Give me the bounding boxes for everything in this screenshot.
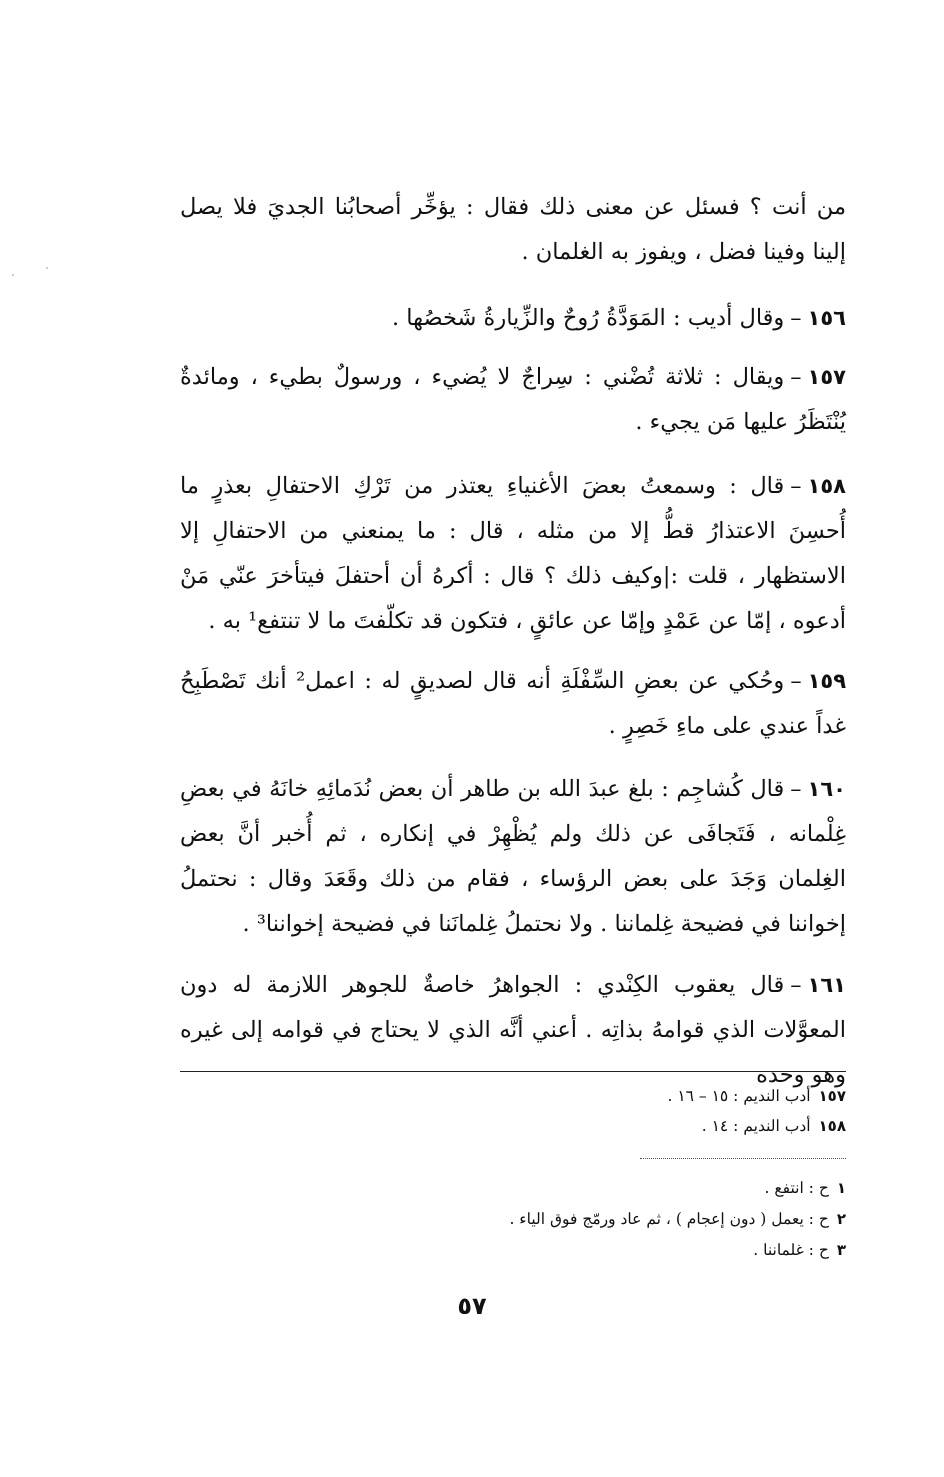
dash: – [790, 473, 802, 499]
paragraph-157 [180, 355, 846, 445]
paragraph-156 [180, 296, 846, 341]
paragraph-text: وقال أديب : المَوَدَّةُ رُوحٌ والزِّيارةُ شَخصُها . [391, 305, 785, 331]
paragraph-161 [180, 963, 846, 1098]
source-note [180, 1115, 846, 1137]
footnote [180, 1239, 846, 1261]
paragraph-number: ١٥٩ [807, 669, 847, 693]
footnote-text: ح : يعمل ( دون إعجام ) ، ثم عاد ورمّج فوق الياء . [509, 1210, 829, 1228]
footnote-text: ح : انتفع . [764, 1179, 829, 1197]
paragraph-158 [180, 464, 846, 644]
footnote [180, 1177, 846, 1199]
paragraph-text: قال كُشاجِم : بلغ عبدَ الله بن طاهر أن بعض نُدَمائِهِ خانَهُ في بعضِ غِلْمانه ، فَتَجافَى عن ذلك ولم يُظْهِرْ في إنكاره ، ثم أُخبر أنَّ بعض الغِلمان وَجَدَ على بعض الرؤساء ، فقام من ذلك وقَعَدَ وقال : نحتملُ إخواننا في فضيحة غِلماننا . ولا نحتملُ غِلمانَنا في فضيحة إخواننا³ . [180, 776, 846, 937]
footnote-separator [180, 1071, 846, 1072]
paragraph-number: ١٦١ [807, 973, 846, 997]
page-number: ٥٧ [457, 1292, 487, 1320]
footnote [180, 1208, 846, 1230]
dash: – [790, 305, 802, 331]
paragraph-159 [180, 659, 846, 749]
paragraph-text: قال يعقوب الكِنْدي : الجواهرُ خاصةٌ للجوهر اللازمة له دون المعوَّلات الذي قوامهُ بذاتِه . أعني أنَّه الذي لا يحتاج في قوامه إلى غيره وهو وحده [180, 972, 846, 1088]
scan-speck [46, 267, 48, 269]
paragraph-number: ١٥٧ [807, 365, 846, 389]
paragraph-text: ويقال : ثلاثة تُضْني : سِراجٌ لا يُضيء ، ورسولٌ بطيء ، ومائدةٌ يُنْتَظَرُ عليها مَن يجيء . [180, 364, 846, 435]
paragraph-number: ١٥٨ [807, 474, 846, 498]
footnote-number: ١ [836, 1179, 846, 1197]
paragraph-text: قال : وسمعتُ بعضَ الأغنياءِ يعتذر من تَرْكِ الاحتفالِ بعذرٍ ما أُحسِنَ الاعتذارُ قطُّ إلا من مثله ، قال : ما يمنعني من الاحتفالِ إلا الاستظهار ، قلت :|وكيف ذلك ؟ قال : أكرهُ أن أحتفلَ فيتأخرَ عنّي مَنْ أدعوه ، إمّا عن عَمْدٍ وإمّا عن عائقٍ ، فتكون قد تكلّفتَ ما لا تنتفع¹ به . [180, 473, 846, 634]
scan-speck [12, 274, 14, 276]
note-text: أدب النديم : ١٤ . [701, 1117, 811, 1135]
paragraph-160 [180, 767, 846, 947]
paragraph-number: ١٦٠ [807, 777, 846, 801]
dash: – [790, 668, 802, 694]
note-number: ١٥٨ [818, 1117, 846, 1135]
paragraph-continuation [180, 185, 846, 275]
footnote-text: ح : غلماننا . [753, 1241, 829, 1259]
note-number: ١٥٧ [818, 1087, 846, 1105]
dash: – [790, 776, 802, 802]
dotted-separator [640, 1158, 846, 1159]
footnote-number: ٢ [836, 1210, 846, 1228]
source-note [180, 1085, 846, 1107]
dash: – [790, 972, 802, 998]
paragraph-text: من أنت ؟ فسئل عن معنى ذلك فقال : يؤخِّر أصحابُنا الجديَ فلا يصل إلينا وفينا فضل ، ويفوز به الغلمان . [180, 194, 846, 265]
paragraph-text: وحُكي عن بعضِ السِّفْلَةِ أنه قال لصديقٍ له : اعمل² أنك تَصْطَبِحُ غداً عندي على ماءِ خَصِرٍ . [180, 668, 846, 739]
dash: – [790, 364, 802, 390]
note-text: أدب النديم : ١٥ – ١٦ . [667, 1087, 811, 1105]
paragraph-number: ١٥٦ [807, 306, 846, 330]
footnote-number: ٣ [836, 1241, 846, 1259]
